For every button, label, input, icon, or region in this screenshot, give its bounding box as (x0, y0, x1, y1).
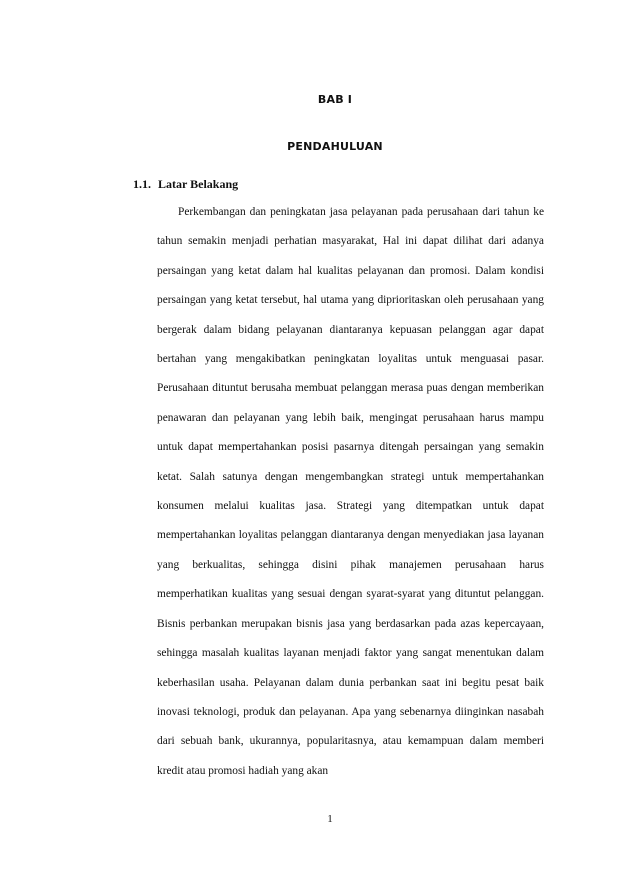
section-title: Latar Belakang (158, 177, 239, 191)
chapter-heading: PENDAHULUAN (287, 140, 383, 153)
chapter-label: BAB I (317, 93, 353, 106)
section-heading (133, 177, 238, 192)
page-number: 1 (327, 813, 333, 825)
section-number: 1.1. (133, 177, 151, 191)
body-paragraph: Perkembangan dan peningkatan jasa pelayanan pada perusahaan dari tahun ke tahun semakin menjadi perhatian masyarakat, Hal ini dapat dilihat dari adanya persaingan yang ketat dalam hal kualitas pelayanan dan promosi. Dalam kondisi persaingan yang ketat tersebut, hal utama yang diprioritaskan oleh perusahaan yang bergerak dalam bidang pelayanan diantaranya kepuasan pelanggan agar dapat bertahan yang mengakibatkan peningkatan loyalitas untuk menguasai pasar. Perusahaan dituntut berusaha membuat pelanggan merasa puas dengan memberikan penawaran dan pelayanan yang lebih baik, mengingat perusahaan harus mampu untuk dapat mempertahankan posisi pasarnya ditengah persaingan yang semakin ketat. Salah satunya dengan mengembangkan strategi untuk mempertahankan konsumen melalui kualitas jasa. Strategi yang ditempatkan untuk dapat mempertahankan loyalitas pelanggan diantaranya dengan menyediakan jasa layanan yang berkualitas, sehingga disini pihak manajemen perusahaan harus memperhatikan kualitas yang sesuai dengan syarat-syarat yang dituntut pelanggan. Bisnis perbankan merupakan bisnis jasa yang berdasarkan pada azas kepercayaan, sehingga masalah kualitas layanan menjadi faktor yang sangat menentukan dalam keberhasilan usaha. Pelayanan dalam dunia perbankan saat ini begitu pesat baik inovasi teknologi, produk dan pelayanan. Apa yang sebenarnya diinginkan nasabah dari sebuah bank, ukurannya, popularitasnya, atau kemampuan dalam memberi kredit atau promosi hadiah yang akan (157, 206, 544, 777)
